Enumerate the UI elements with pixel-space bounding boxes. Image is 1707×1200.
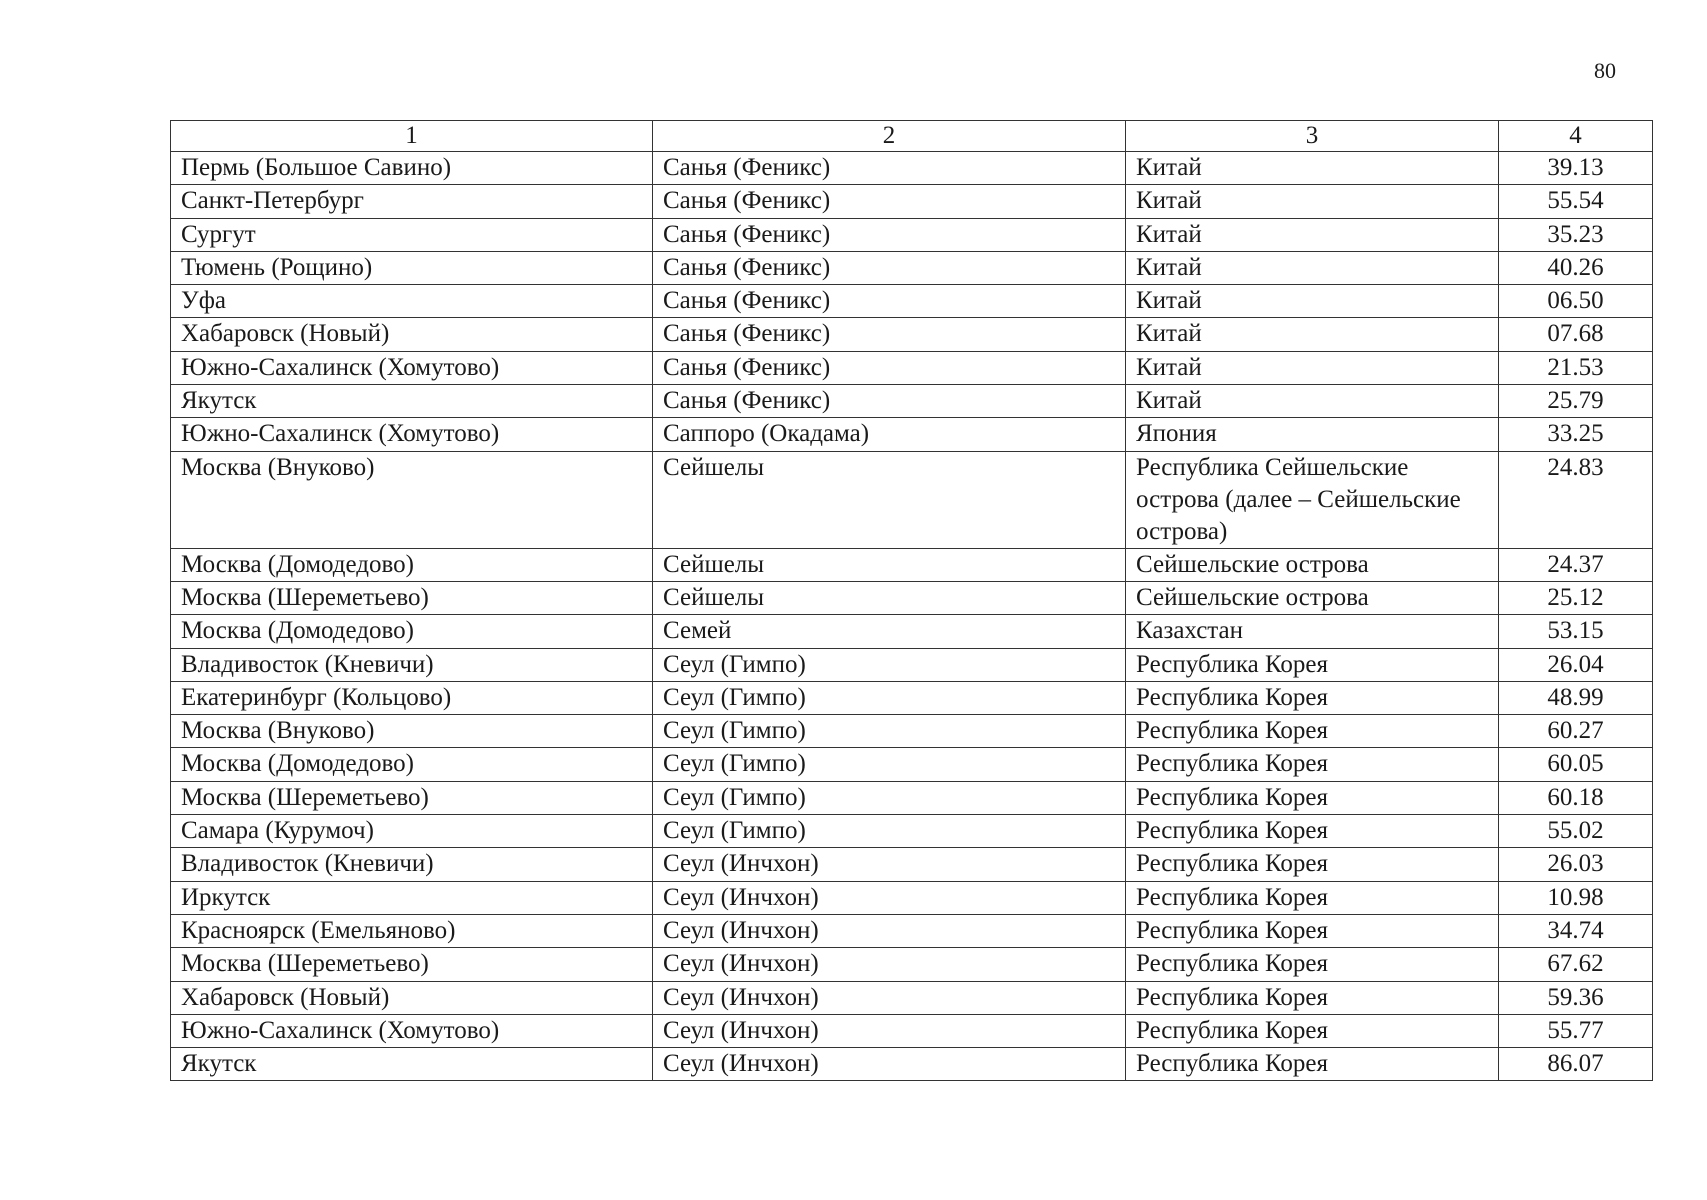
country-cell: Китай <box>1126 318 1499 351</box>
departure-airport-cell: Москва (Шереметьево) <box>171 948 653 981</box>
value-cell: 25.12 <box>1499 581 1653 614</box>
table-row <box>171 981 1653 1014</box>
destination-airport-cell: Санья (Феникс) <box>653 251 1126 284</box>
departure-airport-cell: Москва (Шереметьево) <box>171 781 653 814</box>
country-cell: Республика Корея <box>1126 948 1499 981</box>
table-row <box>171 581 1653 614</box>
value-cell: 25.79 <box>1499 385 1653 418</box>
country-cell: Республика Корея <box>1126 881 1499 914</box>
country-cell: Республика Сейшельские острова (далее – Сейшельские острова) <box>1126 451 1499 548</box>
destination-airport-cell: Семей <box>653 615 1126 648</box>
departure-airport-cell: Хабаровск (Новый) <box>171 318 653 351</box>
country-cell: Республика Корея <box>1126 1014 1499 1047</box>
country-cell: Китай <box>1126 152 1499 185</box>
departure-airport-cell: Иркутск <box>171 881 653 914</box>
destination-airport-cell: Санья (Феникс) <box>653 285 1126 318</box>
country-cell: Казахстан <box>1126 615 1499 648</box>
country-cell: Сейшельские острова <box>1126 548 1499 581</box>
value-cell: 53.15 <box>1499 615 1653 648</box>
departure-airport-cell: Владивосток (Кневичи) <box>171 648 653 681</box>
departure-airport-cell: Москва (Домодедово) <box>171 615 653 648</box>
value-cell: 26.03 <box>1499 848 1653 881</box>
country-cell: Республика Корея <box>1126 1048 1499 1081</box>
value-cell: 34.74 <box>1499 914 1653 947</box>
destination-airport-cell: Сейшелы <box>653 548 1126 581</box>
table-row <box>171 748 1653 781</box>
destination-airport-cell: Сеул (Инчхон) <box>653 1048 1126 1081</box>
destination-airport-cell: Санья (Феникс) <box>653 152 1126 185</box>
country-cell: Республика Корея <box>1126 848 1499 881</box>
departure-airport-cell: Южно-Сахалинск (Хомутово) <box>171 1014 653 1047</box>
country-cell: Республика Корея <box>1126 981 1499 1014</box>
table-row <box>171 418 1653 451</box>
destination-airport-cell: Санья (Феникс) <box>653 385 1126 418</box>
value-cell: 07.68 <box>1499 318 1653 351</box>
destination-airport-cell: Сеул (Гимпо) <box>653 748 1126 781</box>
destination-airport-cell: Сейшелы <box>653 451 1126 548</box>
departure-airport-cell: Якутск <box>171 385 653 418</box>
table-row <box>171 648 1653 681</box>
table-row <box>171 1014 1653 1047</box>
destination-airport-cell: Сеул (Инчхон) <box>653 914 1126 947</box>
destination-airport-cell: Санья (Феникс) <box>653 318 1126 351</box>
departure-airport-cell: Москва (Внуково) <box>171 451 653 548</box>
value-cell: 26.04 <box>1499 648 1653 681</box>
table-row <box>171 881 1653 914</box>
country-cell: Япония <box>1126 418 1499 451</box>
column-header-3: 3 <box>1126 121 1499 152</box>
column-header-2: 2 <box>653 121 1126 152</box>
departure-airport-cell: Санкт-Петербург <box>171 185 653 218</box>
destination-airport-cell: Сеул (Гимпо) <box>653 648 1126 681</box>
table-row <box>171 385 1653 418</box>
country-cell: Республика Корея <box>1126 648 1499 681</box>
value-cell: 48.99 <box>1499 681 1653 714</box>
value-cell: 55.02 <box>1499 815 1653 848</box>
table-row <box>171 848 1653 881</box>
destination-airport-cell: Сеул (Инчхон) <box>653 1014 1126 1047</box>
departure-airport-cell: Москва (Домодедово) <box>171 748 653 781</box>
table-row <box>171 251 1653 284</box>
departure-airport-cell: Южно-Сахалинск (Хомутово) <box>171 351 653 384</box>
value-cell: 24.83 <box>1499 451 1653 548</box>
departure-airport-cell: Владивосток (Кневичи) <box>171 848 653 881</box>
departure-airport-cell: Пермь (Большое Савино) <box>171 152 653 185</box>
destination-airport-cell: Сеул (Инчхон) <box>653 948 1126 981</box>
value-cell: 40.26 <box>1499 251 1653 284</box>
departure-airport-cell: Красноярск (Емельяново) <box>171 914 653 947</box>
departure-airport-cell: Хабаровск (Новый) <box>171 981 653 1014</box>
routes-table <box>170 120 1653 1081</box>
destination-airport-cell: Сеул (Гимпо) <box>653 781 1126 814</box>
value-cell: 60.05 <box>1499 748 1653 781</box>
table-row <box>171 548 1653 581</box>
value-cell: 39.13 <box>1499 152 1653 185</box>
table-row <box>171 285 1653 318</box>
destination-airport-cell: Сеул (Инчхон) <box>653 848 1126 881</box>
country-cell: Китай <box>1126 285 1499 318</box>
departure-airport-cell: Москва (Шереметьево) <box>171 581 653 614</box>
destination-airport-cell: Сеул (Инчхон) <box>653 981 1126 1014</box>
value-cell: 06.50 <box>1499 285 1653 318</box>
table-row <box>171 1048 1653 1081</box>
table-row <box>171 152 1653 185</box>
column-header-4: 4 <box>1499 121 1653 152</box>
destination-airport-cell: Сеул (Гимпо) <box>653 715 1126 748</box>
destination-airport-cell: Сеул (Гимпо) <box>653 815 1126 848</box>
country-cell: Сейшельские острова <box>1126 581 1499 614</box>
destination-airport-cell: Сеул (Инчхон) <box>653 881 1126 914</box>
country-cell: Республика Корея <box>1126 781 1499 814</box>
country-cell: Республика Корея <box>1126 914 1499 947</box>
table-row <box>171 218 1653 251</box>
destination-airport-cell: Сейшелы <box>653 581 1126 614</box>
country-cell: Китай <box>1126 185 1499 218</box>
value-cell: 33.25 <box>1499 418 1653 451</box>
value-cell: 55.77 <box>1499 1014 1653 1047</box>
value-cell: 24.37 <box>1499 548 1653 581</box>
departure-airport-cell: Якутск <box>171 1048 653 1081</box>
table-row <box>171 914 1653 947</box>
table-row <box>171 185 1653 218</box>
table-row <box>171 318 1653 351</box>
country-cell: Китай <box>1126 218 1499 251</box>
country-cell: Республика Корея <box>1126 681 1499 714</box>
table-row <box>171 681 1653 714</box>
value-cell: 60.18 <box>1499 781 1653 814</box>
departure-airport-cell: Москва (Домодедово) <box>171 548 653 581</box>
country-cell: Китай <box>1126 351 1499 384</box>
destination-airport-cell: Санья (Феникс) <box>653 185 1126 218</box>
departure-airport-cell: Москва (Внуково) <box>171 715 653 748</box>
table-row <box>171 451 1653 548</box>
country-cell: Республика Корея <box>1126 748 1499 781</box>
departure-airport-cell: Екатеринбург (Кольцово) <box>171 681 653 714</box>
value-cell: 10.98 <box>1499 881 1653 914</box>
destination-airport-cell: Санья (Феникс) <box>653 218 1126 251</box>
table-header-row <box>171 121 1653 152</box>
value-cell: 55.54 <box>1499 185 1653 218</box>
table-row <box>171 715 1653 748</box>
departure-airport-cell: Сургут <box>171 218 653 251</box>
departure-airport-cell: Самара (Курумоч) <box>171 815 653 848</box>
country-cell: Китай <box>1126 251 1499 284</box>
table-row <box>171 781 1653 814</box>
table-row <box>171 351 1653 384</box>
value-cell: 59.36 <box>1499 981 1653 1014</box>
departure-airport-cell: Тюмень (Рощино) <box>171 251 653 284</box>
value-cell: 60.27 <box>1499 715 1653 748</box>
country-cell: Республика Корея <box>1126 815 1499 848</box>
country-cell: Китай <box>1126 385 1499 418</box>
destination-airport-cell: Саппоро (Окадама) <box>653 418 1126 451</box>
destination-airport-cell: Санья (Феникс) <box>653 351 1126 384</box>
country-cell: Республика Корея <box>1126 715 1499 748</box>
table-body <box>171 121 1653 1081</box>
value-cell: 35.23 <box>1499 218 1653 251</box>
table-row <box>171 815 1653 848</box>
departure-airport-cell: Южно-Сахалинск (Хомутово) <box>171 418 653 451</box>
departure-airport-cell: Уфа <box>171 285 653 318</box>
value-cell: 21.53 <box>1499 351 1653 384</box>
value-cell: 86.07 <box>1499 1048 1653 1081</box>
table-row <box>171 948 1653 981</box>
value-cell: 67.62 <box>1499 948 1653 981</box>
column-header-1: 1 <box>171 121 653 152</box>
table-row <box>171 615 1653 648</box>
destination-airport-cell: Сеул (Гимпо) <box>653 681 1126 714</box>
page-number: 80 <box>1594 58 1616 83</box>
